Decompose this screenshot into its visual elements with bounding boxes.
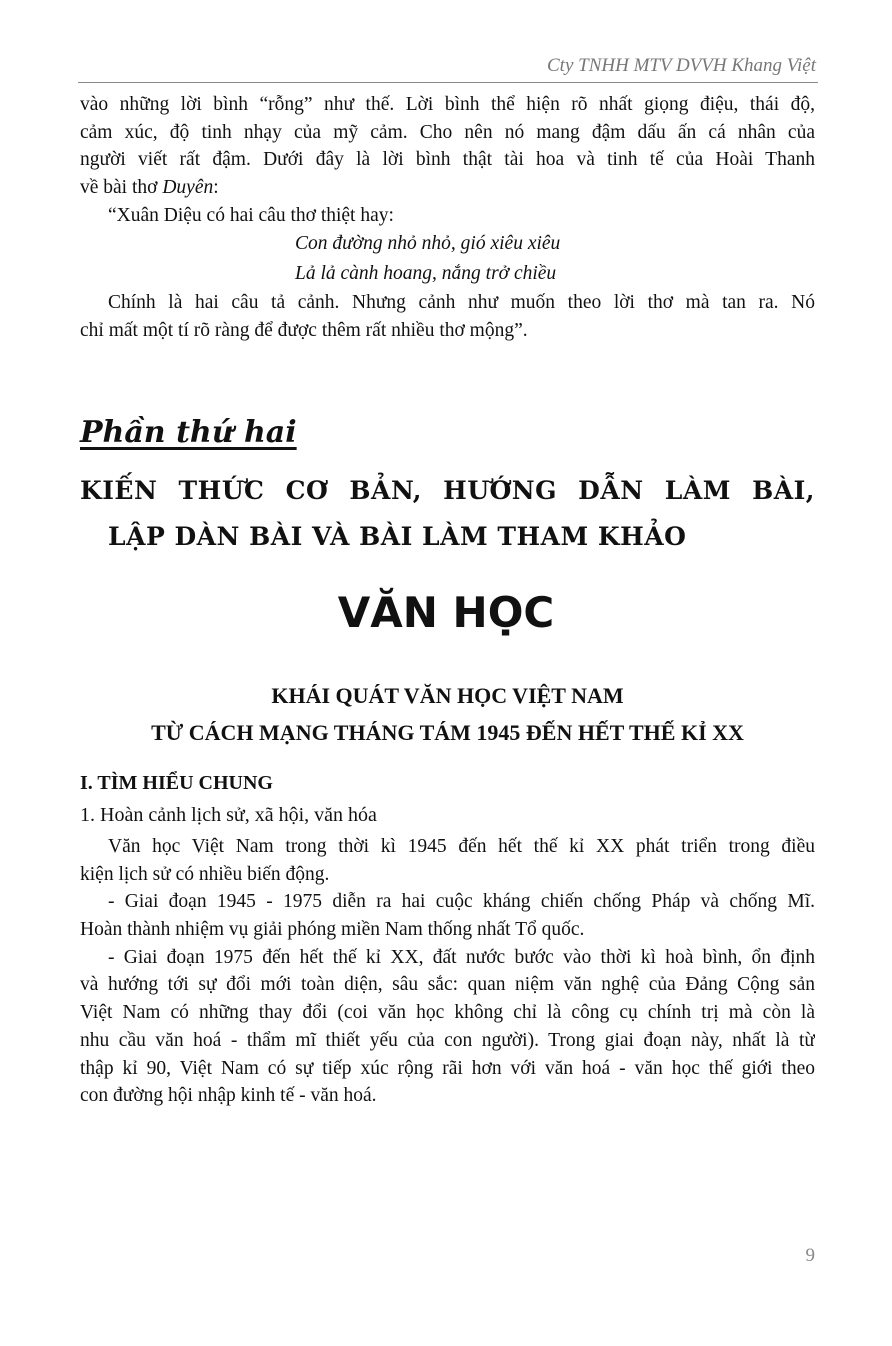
text-line: kiện lịch sử có nhiều biến động.	[80, 863, 330, 885]
text-line: nhu cầu văn hoá - thẩm mĩ thiết yếu của con người). Trong giai đoạn này, nhất là từ	[80, 1029, 815, 1051]
poem-title: Duyên	[162, 177, 214, 199]
main-heading-line-2: LẬP DÀN BÀI VÀ BÀI LÀM THAM KHẢO	[108, 522, 687, 551]
poem-line: Con đường nhỏ nhỏ, gió xiêu xiêu	[295, 233, 561, 255]
text: :	[213, 177, 219, 199]
part-title: Phần thứ hai	[80, 415, 297, 450]
subject-title: VĂN HỌC	[337, 588, 555, 637]
section-heading: I. TÌM HIỂU CHUNG	[80, 772, 273, 794]
text-line	[80, 174, 815, 202]
body-section	[80, 833, 815, 1110]
intro-section	[80, 91, 815, 345]
text-line: Chính là hai câu tả cảnh. Nhưng cảnh như muốn theo lời thơ mà tan ra. Nó	[108, 292, 815, 314]
text-line: vào những lời bình “rỗng” như thế. Lời bình thể hiện rõ nhất giọng điệu, thái độ,	[80, 94, 815, 115]
text-line: - Giai đoạn 1975 đến hết thế kỉ XX, đất nước bước vào thời kì hoà bình, ổn định	[108, 946, 815, 968]
page-number: 9	[805, 1245, 815, 1266]
text-line: con đường hội nhập kinh tế - văn hoá.	[80, 1085, 377, 1107]
subsection-heading: 1. Hoàn cảnh lịch sử, xã hội, văn hóa	[80, 804, 377, 826]
text-line: người viết rất đậm. Dưới đây là lời bình thật tài hoa và tinh tế của Hoài Thanh	[80, 149, 815, 171]
text-line: thập kỉ 90, Việt Nam có sự tiếp xúc rộng rãi hơn với văn hoá - văn học thế giới theo	[80, 1057, 815, 1079]
text-line: và hướng tới sự đổi mới toàn diện, sâu sắc: quan niệm văn nghệ của Đảng Cộng sản	[80, 974, 815, 996]
running-header: Cty TNHH MTV DVVH Khang Việt	[547, 55, 816, 76]
text-line: chỉ mất một tí rõ ràng để được thêm rất nhiều thơ mộng”.	[80, 320, 528, 342]
quote-intro: “Xuân Diệu có hai câu thơ thiệt hay:	[108, 204, 394, 226]
chapter-title-line-1: KHÁI QUÁT VĂN HỌC VIỆT NAM	[271, 683, 624, 708]
text-line: Việt Nam có những thay đổi (coi văn học không chỉ là công cụ chính trị mà còn là	[80, 1002, 815, 1024]
text-line: Hoàn thành nhiệm vụ giải phóng miền Nam thống nhất Tổ quốc.	[80, 919, 585, 941]
text-line: - Giai đoạn 1945 - 1975 diễn ra hai cuộc kháng chiến chống Pháp và chống Mĩ.	[108, 891, 815, 913]
main-heading-line-1: KIẾN THỨC CƠ BẢN, HƯỚNG DẪN LÀM BÀI,	[80, 476, 815, 505]
poem-line: Lả lả cành hoang, nắng trở chiều	[295, 263, 557, 285]
text: về bài thơ	[80, 177, 163, 199]
text-line: cảm xúc, độ tinh nhạy của mỹ cảm. Cho nên nó mang đậm dấu ấn cá nhân của	[80, 121, 815, 143]
chapter-title-line-2: TỪ CÁCH MẠNG THÁNG TÁM 1945 ĐẾN HẾT THẾ KỈ XX	[151, 720, 744, 745]
header-divider	[78, 82, 818, 83]
text-line: Văn học Việt Nam trong thời kì 1945 đến hết thế kỉ XX phát triển trong điều	[108, 836, 815, 857]
